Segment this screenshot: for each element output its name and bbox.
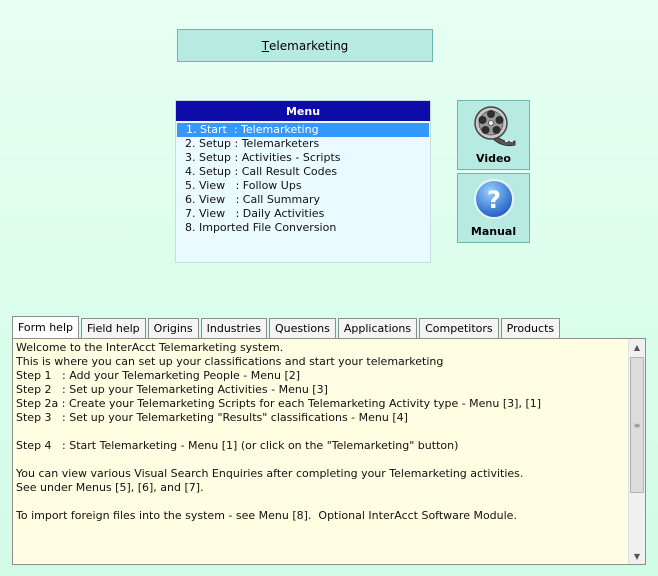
help-text-panel[interactable] xyxy=(12,338,646,565)
menu-item-view-call-summary[interactable]: 6. View : Call Summary xyxy=(185,193,320,206)
menu-list xyxy=(176,121,430,235)
tab-industries[interactable]: Industries xyxy=(201,318,267,338)
tab-questions[interactable]: Questions xyxy=(269,318,336,338)
menu-item-view-daily-activities[interactable]: 7. View : Daily Activities xyxy=(185,207,325,220)
tab-applications[interactable]: Applications xyxy=(338,318,417,338)
telemarketing-accel-letter: T xyxy=(261,38,270,53)
main-menu xyxy=(175,100,431,263)
help-tabs xyxy=(12,316,562,338)
film-reel-icon xyxy=(472,104,516,148)
tab-competitors[interactable]: Competitors xyxy=(419,318,499,338)
menu-item-start-telemarketing[interactable]: 1. Start : Telemarketing xyxy=(177,123,429,137)
tab-form-help[interactable]: Form help xyxy=(12,316,79,338)
menu-header: Menu xyxy=(176,101,430,121)
tab-products[interactable]: Products xyxy=(501,318,561,338)
help-text: Welcome to the InterAcct Telemarketing system. This is where you can set up your classifications and start your telemarketing Step 1 : Add your Telemarketing People - Menu [2] Step 2 : Set up your Telemarketing Activities - Menu [3] Step 2a : Create your Telemarketing Scripts for each Telemarketing Activity type - Menu [3], [1] Step 3 : Set up your Telemarketing "Results" classifications - Menu [4] Step 4 : Start Telemarketing - Menu [1] (or click on the "Telemarketing" button) You can view various Visual Search Enquiries after completing your Telemarketing activities. See under Menus [5], [6], and [7]. To import foreign files into the system - see Menu [8]. Optional InterAcct Software Module. xyxy=(16,341,542,522)
tab-origins[interactable]: Origins xyxy=(148,318,199,338)
vertical-scrollbar[interactable] xyxy=(628,339,645,564)
menu-item-imported-file-conversion[interactable]: 8. Imported File Conversion xyxy=(185,221,337,234)
menu-item-setup-telemarketers[interactable]: 2. Setup : Telemarketers xyxy=(185,137,320,150)
menu-item-setup-activities-scripts[interactable]: 3. Setup : Activities - Scripts xyxy=(185,151,341,164)
telemarketing-button[interactable] xyxy=(177,29,433,62)
help-question-icon xyxy=(472,177,516,221)
scrollbar-thumb[interactable]: ≡ xyxy=(630,357,644,493)
tab-field-help[interactable]: Field help xyxy=(81,318,146,338)
menu-item-view-follow-ups[interactable]: 5. View : Follow Ups xyxy=(185,179,302,192)
video-button-label: Video xyxy=(476,152,511,165)
svg-text:?: ? xyxy=(486,186,501,214)
scroll-up-arrow-icon[interactable]: ▲ xyxy=(633,342,641,352)
menu-item-setup-call-result-codes[interactable]: 4. Setup : Call Result Codes xyxy=(185,165,338,178)
manual-button-label: Manual xyxy=(470,225,517,238)
manual-button[interactable] xyxy=(457,173,530,243)
scroll-down-arrow-icon[interactable]: ▼ xyxy=(633,551,641,561)
video-button[interactable] xyxy=(457,100,530,170)
telemarketing-button-label: elemarketing xyxy=(269,38,349,53)
